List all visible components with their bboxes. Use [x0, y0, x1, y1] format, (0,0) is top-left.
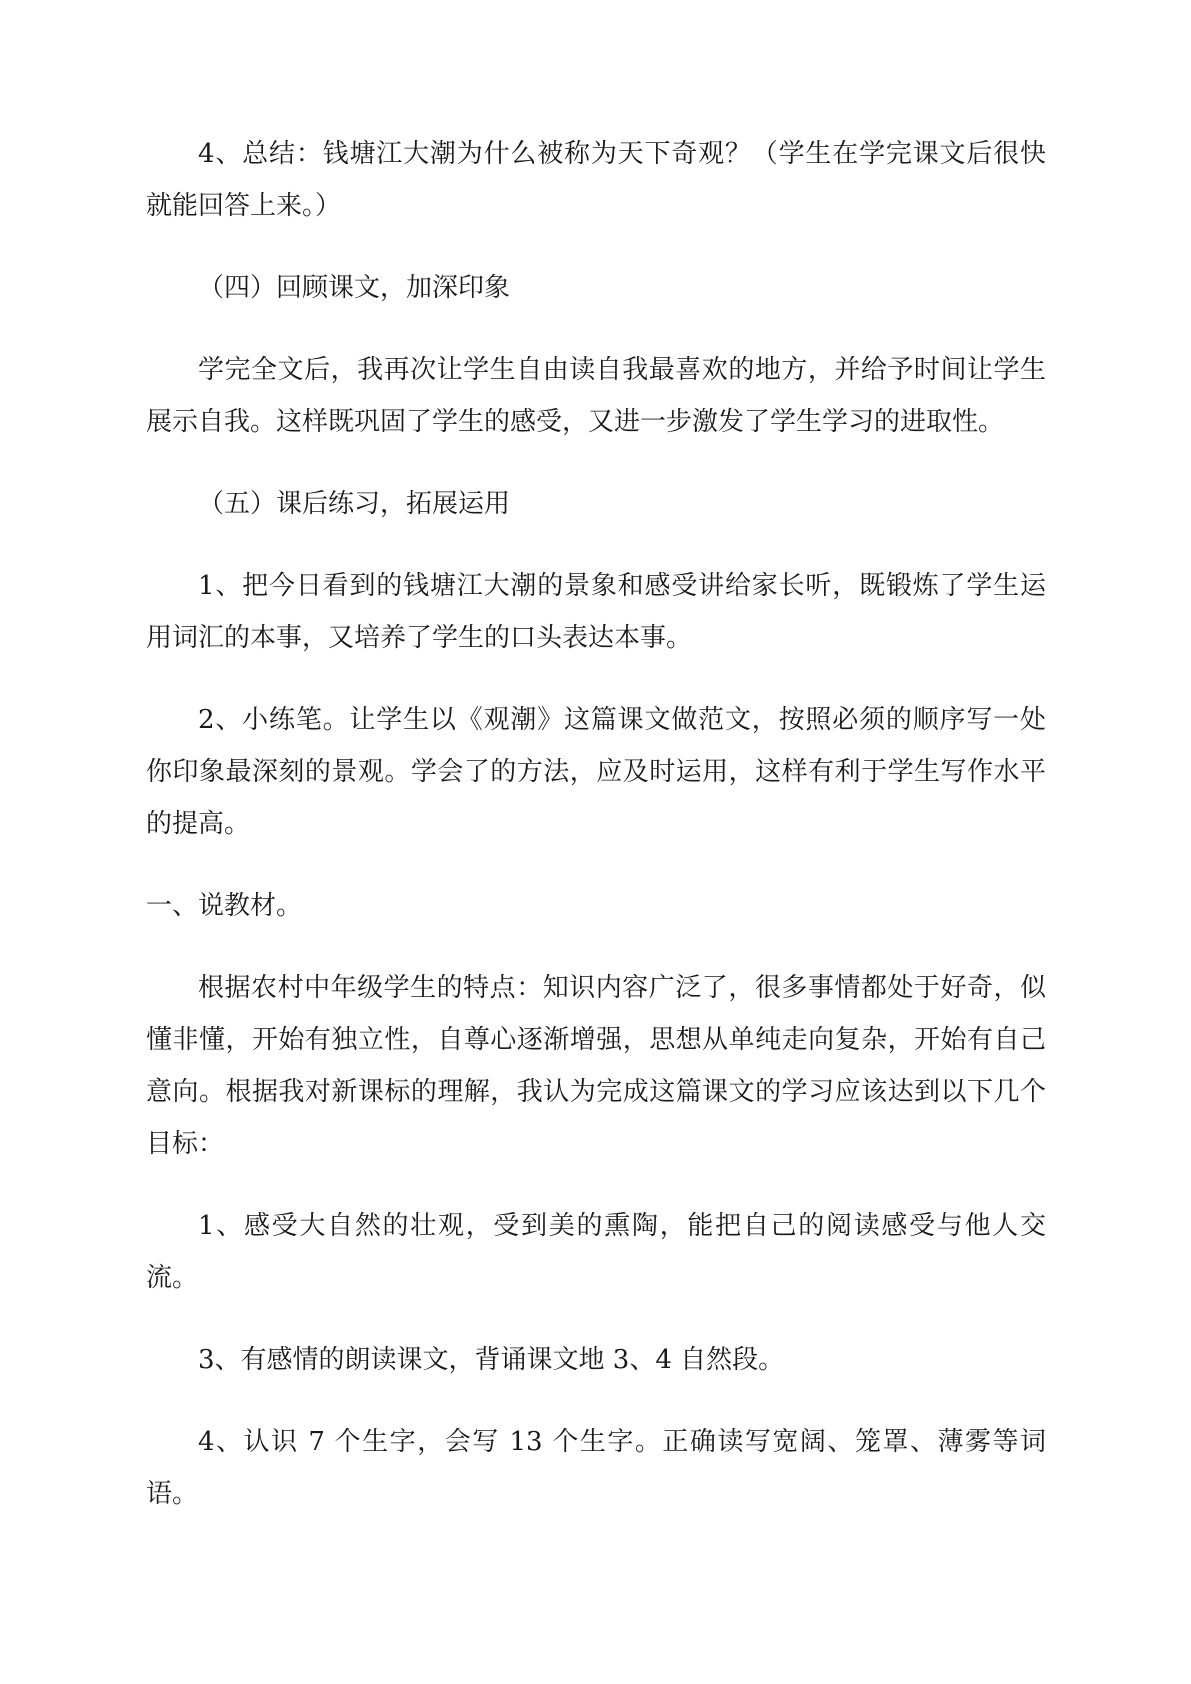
- review-paragraph: 学完全文后，我再次让学生自由读自我最喜欢的地方，并给予时间让学生展示自我。这样既巩固了学生的感受，又进一步激发了学生学习的进取性。: [146, 355, 1046, 437]
- exercise-1-paragraph: 1、把今日看到的钱塘江大潮的景象和感受讲给家长听，既锻炼了学生运用词汇的本事，又培养了学生的口头表达本事。: [146, 571, 1046, 653]
- goal-4-paragraph: 4、认识 7 个生字，会写 13 个生字。正确读写宽阔、笼罩、薄雾等词语。: [146, 1427, 1046, 1509]
- exercise-2-paragraph: 2、小练笔。让学生以《观潮》这篇课文做范文，按照必须的顺序写一处你印象最深刻的景观。学会了的方法，应及时运用，这样有利于学生写作水平的提高。: [146, 705, 1046, 839]
- document-body: [146, 128, 1046, 1550]
- part-1-heading: 一、说教材。: [146, 891, 303, 921]
- section-5-heading: （五）课后练习，拓展运用: [198, 489, 511, 519]
- goal-1-paragraph: 1、感受大自然的壮观，受到美的熏陶，能把自己的阅读感受与他人交流。: [146, 1211, 1046, 1293]
- section-4-heading: （四）回顾课文，加深印象: [198, 273, 511, 303]
- goal-3-paragraph: 3、有感情的朗读课文，背诵课文地 3、4 自然段。: [198, 1345, 785, 1375]
- summary-question-paragraph: 4、总结：钱塘江大潮为什么被称为天下奇观？（学生在学完课文后很快就能回答上来。）: [146, 139, 1046, 221]
- textbook-paragraph: 根据农村中年级学生的特点：知识内容广泛了，很多事情都处于好奇，似懂非懂，开始有独立性，自尊心逐渐增强，思想从单纯走向复杂，开始有自己意向。根据我对新课标的理解，我认为完成这篇课文的学习应该达到以下几个目标：: [146, 973, 1046, 1159]
